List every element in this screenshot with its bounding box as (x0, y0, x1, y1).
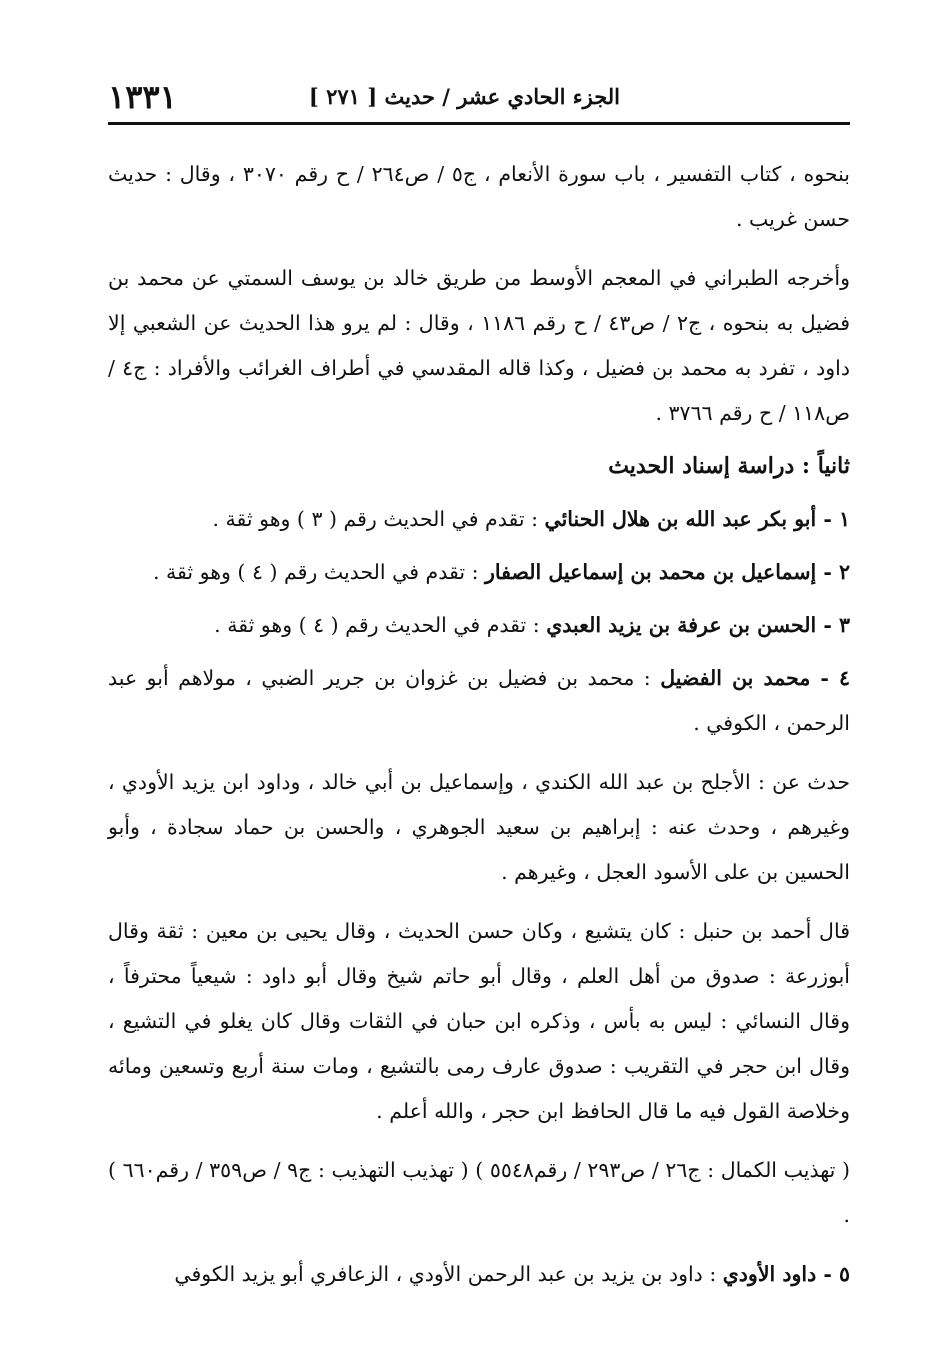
narrator-4-name: ٤ - محمد بن الفضيل (660, 666, 850, 690)
paragraph-tirmidhi-ref: بنحوه ، كتاب التفسير ، باب سورة الأنعام ، ج٥ / ص٢٦٤ / ح رقم ٣٠٧٠ ، وقال : حديث حسن غريب . (108, 162, 850, 231)
page-body (108, 152, 850, 1297)
narrator-2-text: : تقدم في الحديث رقم ( ٤ ) وهو ثقة . (152, 560, 485, 584)
narrator-5-text: : داود بن يزيد بن عبد الرحمن الأودي ، الزعافري أبو يزيد الكوفي (174, 1262, 723, 1286)
narrator-3 (108, 603, 850, 648)
paragraph-critics-statements: قال أحمد بن حنبل : كان يتشيع ، وكان حسن الحديث ، وقال يحيى بن معين : ثقة وقال أبوزرعة : صدوق من أهل العلم ، وقال أبو حاتم شيخ وقال أبو داود : شيعياً محترفاً ، وقال النسائي : ليس به بأس ، وذكره ابن حبان في الثقات وقال كان يغلو في التشيع ، وقال ابن حجر في التقريب : صدوق عارف رمى بالتشيع ، ومات سنة أربع وتسعين ومائه وخلاصة القول فيه ما قال الحافظ ابن حجر ، والله أعلم . (108, 919, 851, 1123)
page-number: ١٣٣١ (108, 78, 177, 116)
narrator-5-name: ٥ - داود الأودي (722, 1262, 850, 1286)
header-rule (108, 122, 850, 125)
narrator-3-text: : تقدم في الحديث رقم ( ٤ ) وهو ثقة . (214, 613, 547, 637)
narrator-4-text: : محمد بن فضيل بن غزوان بن جرير الضبي ، مولاهم أبو عبد الرحمن ، الكوفي . (108, 666, 850, 735)
paragraph-teachers-students: حدث عن : الأجلح بن عبد الله الكندي ، وإسماعيل بن أبي خالد ، وداود ابن يزيد الأودي ، وغيرهم ، وحدث عنه : إبراهيم بن سعيد الجوهري ، والحسن بن حماد سجادة ، وأبو الحسين بن على الأسود العجل ، وغيرهم . (108, 770, 850, 884)
narrator-5 (108, 1252, 850, 1297)
paragraph-tabarani-ref: وأخرجه الطبراني في المعجم الأوسط من طريق خالد بن يوسف السمتي عن محمد بن فضيل به بنحوه ، ج٢ / ص٤٣ / ح رقم ١١٨٦ ، وقال : لم يرو هذا الحديث عن الشعبي إلا داود ، تفرد به محمد بن فضيل ، وكذا قاله المقدسي في أطراف الغرائب والأفراد : ج٤ / ص١١٨ / ح رقم ٣٧٦٦ . (108, 266, 850, 425)
narrator-1-text: : تقدم في الحديث رقم ( ٣ ) وهو ثقة . (212, 507, 545, 531)
narrator-2 (108, 550, 850, 595)
narrator-1 (108, 497, 850, 542)
narrator-2-name: ٢ - إسماعيل بن محمد بن إسماعيل الصفار (485, 560, 850, 584)
running-title: الجزء الحادي عشر / حديث [ ٢٧١ ] (308, 84, 620, 109)
narrator-3-name: ٣ - الحسن بن عرفة بن يزيد العبدي (546, 613, 850, 637)
paragraph-biography-refs: ( تهذيب الكمال : ج٢٦ / ص٢٩٣ / رقم٥٥٤٨ ) ( تهذيب التهذيب : ج٩ / ص٣٥٩ / رقم٦٦٠ ) . (108, 1158, 850, 1227)
narrator-1-name: ١ - أبو بكر عبد الله بن هلال الحنائي (544, 507, 850, 531)
section-heading: ثانياً : دراسة إسناد الحديث (608, 453, 850, 479)
narrator-4 (108, 656, 850, 746)
page-header (108, 78, 850, 122)
